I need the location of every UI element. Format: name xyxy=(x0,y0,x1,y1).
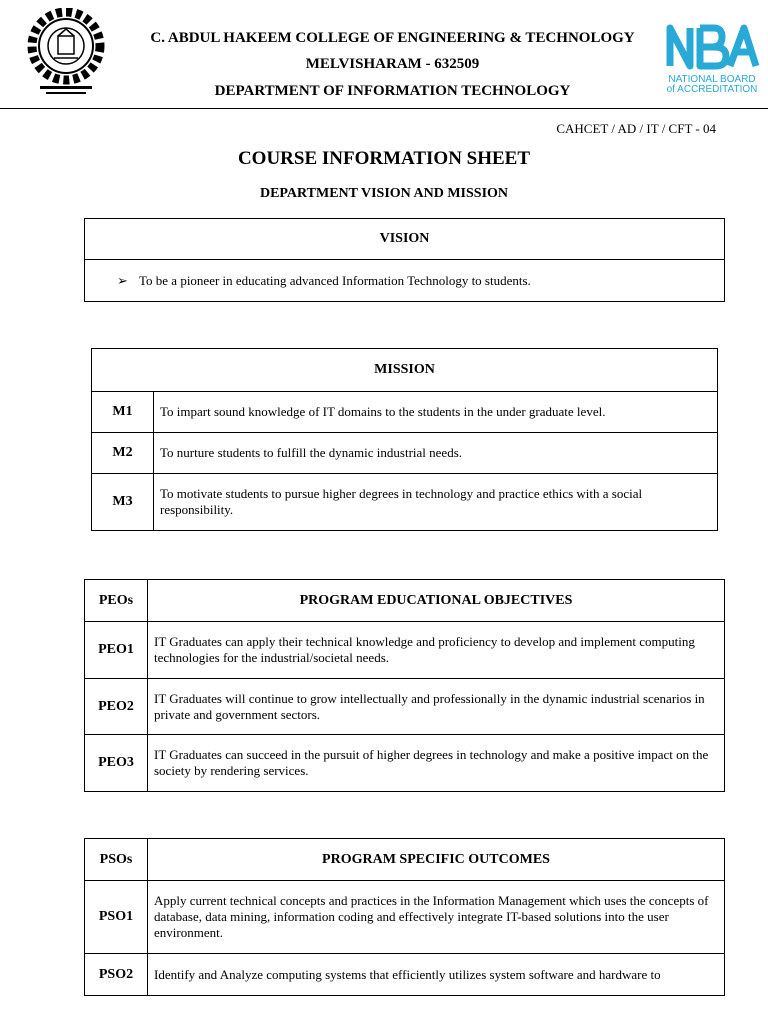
college-location: MELVISHARAM - 632509 xyxy=(305,56,480,72)
table-row xyxy=(85,260,725,302)
pso-id: PSO2 xyxy=(85,954,148,996)
nba-logo xyxy=(664,22,760,98)
peo-table xyxy=(84,579,725,792)
vision-text: To be a pioneer in educating advanced Information Technology to students. xyxy=(139,272,531,288)
document-code: CAHCET / AD / IT / CFT - 04 xyxy=(556,121,716,136)
vision-heading: VISION xyxy=(85,219,725,260)
mission-text: To nurture students to fulfill the dynamic industrial needs. xyxy=(154,433,718,474)
college-logo xyxy=(26,8,106,98)
pso-column-header: PSOs xyxy=(85,839,148,881)
page-subtitle: DEPARTMENT VISION AND MISSION xyxy=(259,186,509,201)
peo-id: PEO2 xyxy=(85,679,148,735)
department-name: DEPARTMENT OF INFORMATION TECHNOLOGY xyxy=(214,83,571,99)
peo-objectives-header: PROGRAM EDUCATIONAL OBJECTIVES xyxy=(148,580,725,622)
mission-text: To impart sound knowledge of IT domains to the students in the under graduate level. xyxy=(154,392,718,433)
mission-text: To motivate students to pursue higher degrees in technology and practice ethics with a social responsibility. xyxy=(154,474,718,531)
header-divider xyxy=(0,108,768,109)
table-row xyxy=(85,881,725,954)
mission-table xyxy=(91,348,718,531)
nba-label-1: NATIONAL BOARD xyxy=(668,74,756,85)
pso-text: Identify and Analyze computing systems that efficiently utilizes system software and hardware to xyxy=(148,954,725,996)
mission-id: M3 xyxy=(92,474,154,531)
peo-id: PEO3 xyxy=(85,735,148,792)
table-row xyxy=(85,954,725,996)
table-row xyxy=(92,392,718,433)
peo-id: PEO1 xyxy=(85,622,148,679)
mission-id: M2 xyxy=(92,433,154,474)
pso-outcomes-header: PROGRAM SPECIFIC OUTCOMES xyxy=(148,839,725,881)
peo-text: IT Graduates will continue to grow intellectually and professionally in the dynamic industrial scenarios in private and government sectors. xyxy=(148,679,725,735)
table-row xyxy=(85,679,725,735)
table-row xyxy=(85,622,725,679)
table-row xyxy=(85,735,725,792)
peo-text: IT Graduates can succeed in the pursuit of higher degrees in technology and make a positive impact on the society by rendering services. xyxy=(148,735,725,792)
arrow-bullet-icon: ➢ xyxy=(117,272,128,288)
mission-id: M1 xyxy=(92,392,154,433)
peo-column-header: PEOs xyxy=(85,580,148,622)
page-title: COURSE INFORMATION SHEET xyxy=(237,148,531,169)
peo-text: IT Graduates can apply their technical knowledge and proficiency to develop and implement computing technologies for the industrial/societal needs. xyxy=(148,622,725,679)
table-row xyxy=(92,474,718,531)
pso-text: Apply current technical concepts and practices in the Information Management which uses the concepts of database, data mining, information coding and effectively integrate IT-based solutions into the user environment. xyxy=(148,881,725,954)
nba-label-2: of ACCREDITATION xyxy=(666,84,758,95)
vision-table xyxy=(84,218,725,302)
mission-heading: MISSION xyxy=(92,349,718,392)
pso-table xyxy=(84,838,725,996)
table-row xyxy=(92,433,718,474)
pso-id: PSO1 xyxy=(85,881,148,954)
college-name: C. ABDUL HAKEEM COLLEGE OF ENGINEERING & TECHNOLOGY xyxy=(150,30,635,46)
